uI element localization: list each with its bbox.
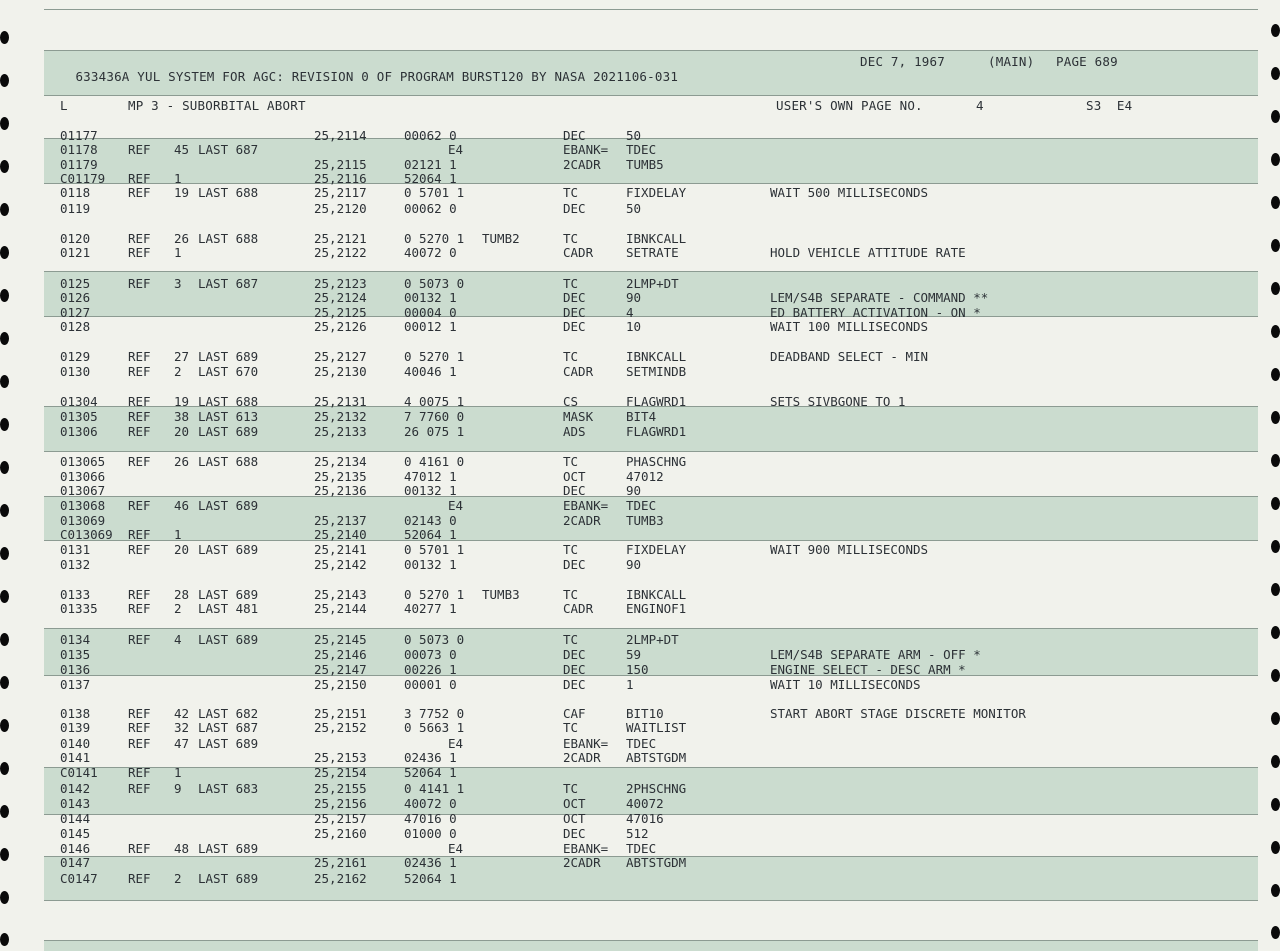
cell-loc: 01178 bbox=[60, 142, 98, 157]
cell-num: 4 bbox=[174, 632, 182, 647]
cell-ref: REF bbox=[128, 765, 151, 780]
cell-op: DEC bbox=[563, 662, 586, 677]
cell-loc: 0118 bbox=[60, 185, 91, 200]
cell-arg: 4 bbox=[626, 305, 634, 320]
cell-num: 2 bbox=[174, 601, 182, 616]
cell-last: LAST 687 bbox=[198, 142, 259, 157]
cell-addr: 25,2120 bbox=[314, 201, 367, 216]
header-page-number: PAGE 689 bbox=[1056, 54, 1118, 69]
cell-arg: 90 bbox=[626, 290, 642, 305]
cell-code: 0 5270 1 bbox=[404, 349, 465, 364]
cell-addr: 25,2157 bbox=[314, 811, 367, 826]
cell-arg: FIXDELAY bbox=[626, 542, 687, 557]
cell-arg: 512 bbox=[626, 826, 649, 841]
cell-op: CADR bbox=[563, 601, 594, 616]
cell-code: 02143 0 bbox=[404, 513, 457, 528]
cell-ref: REF bbox=[128, 276, 151, 291]
cell-cmt: ED BATTERY ACTIVATION - ON * bbox=[770, 305, 981, 320]
cell-lbl: TUMB3 bbox=[482, 587, 520, 602]
cell-op: DEC bbox=[563, 128, 586, 143]
cell-arg: 59 bbox=[626, 647, 642, 662]
cell-arg: 50 bbox=[626, 201, 642, 216]
cell-arg: 2LMP+DT bbox=[626, 276, 679, 291]
cell-ref: REF bbox=[128, 424, 151, 439]
cell-num: 19 bbox=[174, 394, 190, 409]
cell-loc: C0147 bbox=[60, 871, 98, 886]
cell-op: DEC bbox=[563, 647, 586, 662]
cell-code: 52064 1 bbox=[404, 171, 457, 186]
cell-num: 19 bbox=[174, 185, 190, 200]
cell-addr: 25,2144 bbox=[314, 601, 367, 616]
cell-num: 27 bbox=[174, 349, 190, 364]
cell-loc: 01335 bbox=[60, 601, 98, 616]
cell-arg: 2LMP+DT bbox=[626, 632, 679, 647]
cell-addr: 25,2125 bbox=[314, 305, 367, 320]
cell-addr: 25,2116 bbox=[314, 171, 367, 186]
cell-code: 00132 1 bbox=[404, 290, 457, 305]
cell-loc: 013065 bbox=[60, 454, 106, 469]
cell-code: 40072 0 bbox=[404, 245, 457, 260]
cell-op: CS bbox=[563, 394, 579, 409]
cell-code: E4 bbox=[448, 736, 464, 751]
cell-addr: 25,2161 bbox=[314, 855, 367, 870]
cell-op: DEC bbox=[563, 557, 586, 572]
cell-arg: 2PHSCHNG bbox=[626, 781, 687, 796]
cell-loc: 0121 bbox=[60, 245, 91, 260]
cell-loc: 013068 bbox=[60, 498, 106, 513]
cell-addr: 25,2121 bbox=[314, 231, 367, 246]
cell-ref: REF bbox=[128, 781, 151, 796]
cell-num: 28 bbox=[174, 587, 190, 602]
cell-code: 0 4161 0 bbox=[404, 454, 465, 469]
cell-addr: 25,2146 bbox=[314, 647, 367, 662]
cell-addr: 25,2155 bbox=[314, 781, 367, 796]
cell-loc: 0137 bbox=[60, 677, 91, 692]
cell-code: 00226 1 bbox=[404, 662, 457, 677]
cell-ref: REF bbox=[128, 364, 151, 379]
cell-last: LAST 613 bbox=[198, 409, 259, 424]
cell-code: 0 5701 1 bbox=[404, 185, 465, 200]
cell-cmt: LEM/S4B SEPARATE ARM - OFF * bbox=[770, 647, 981, 662]
cell-code: 0 4141 1 bbox=[404, 781, 465, 796]
cell-arg: 47012 bbox=[626, 469, 664, 484]
users-page-label: USER'S OWN PAGE NO. bbox=[776, 98, 923, 113]
cell-num: 3 bbox=[174, 276, 182, 291]
users-page-number: 4 bbox=[976, 98, 984, 113]
cell-op: DEC bbox=[563, 483, 586, 498]
cell-code: 0 5663 1 bbox=[404, 720, 465, 735]
cell-code: 02436 1 bbox=[404, 855, 457, 870]
cell-addr: 25,2123 bbox=[314, 276, 367, 291]
cell-last: LAST 688 bbox=[198, 185, 259, 200]
cell-op: CADR bbox=[563, 245, 594, 260]
cell-op: 2CADR bbox=[563, 157, 601, 172]
cell-op: TC bbox=[563, 231, 579, 246]
cell-code: 01000 0 bbox=[404, 826, 457, 841]
cell-last: LAST 689 bbox=[198, 871, 259, 886]
cell-num: 9 bbox=[174, 781, 182, 796]
cell-code: 00001 0 bbox=[404, 677, 457, 692]
cell-op: TC bbox=[563, 781, 579, 796]
cell-addr: 25,2162 bbox=[314, 871, 367, 886]
cell-addr: 25,2153 bbox=[314, 750, 367, 765]
cell-code: 0 5270 1 bbox=[404, 231, 465, 246]
cell-arg: SETMINDB bbox=[626, 364, 687, 379]
cell-num: 42 bbox=[174, 706, 190, 721]
cell-op: TC bbox=[563, 632, 579, 647]
cell-loc: 0147 bbox=[60, 855, 91, 870]
cell-arg: IBNKCALL bbox=[626, 349, 687, 364]
cell-last: LAST 670 bbox=[198, 364, 259, 379]
cell-code: 02436 1 bbox=[404, 750, 457, 765]
cell-loc: C0141 bbox=[60, 765, 98, 780]
cell-op: 2CADR bbox=[563, 855, 601, 870]
cell-code: 4 0075 1 bbox=[404, 394, 465, 409]
cell-code: 3 7752 0 bbox=[404, 706, 465, 721]
cell-last: LAST 689 bbox=[198, 542, 259, 557]
cell-arg: TDEC bbox=[626, 736, 657, 751]
cell-last: LAST 689 bbox=[198, 632, 259, 647]
cell-arg: IBNKCALL bbox=[626, 231, 687, 246]
cell-ref: REF bbox=[128, 601, 151, 616]
cell-arg: TDEC bbox=[626, 142, 657, 157]
cell-loc: 01305 bbox=[60, 409, 98, 424]
cell-code: 7 7760 0 bbox=[404, 409, 465, 424]
cell-num: 38 bbox=[174, 409, 190, 424]
cell-addr: 25,2156 bbox=[314, 796, 367, 811]
cell-op: TC bbox=[563, 542, 579, 557]
cell-cmt: START ABORT STAGE DISCRETE MONITOR bbox=[770, 706, 1026, 721]
cell-arg: 50 bbox=[626, 128, 642, 143]
cell-num: 32 bbox=[174, 720, 190, 735]
cell-ref: REF bbox=[128, 498, 151, 513]
cell-loc: 0140 bbox=[60, 736, 91, 751]
cell-ref: REF bbox=[128, 841, 151, 856]
cell-loc: 0128 bbox=[60, 319, 91, 334]
cell-loc: 0120 bbox=[60, 231, 91, 246]
cell-code: 52064 1 bbox=[404, 527, 457, 542]
cell-arg: SETRATE bbox=[626, 245, 679, 260]
cell-arg: ABTSTGDM bbox=[626, 750, 687, 765]
cell-addr: 25,2154 bbox=[314, 765, 367, 780]
cell-cmt: WAIT 10 MILLISECONDS bbox=[770, 677, 921, 692]
cell-last: LAST 689 bbox=[198, 841, 259, 856]
cell-op: TC bbox=[563, 720, 579, 735]
cell-num: 46 bbox=[174, 498, 190, 513]
cell-addr: 25,2115 bbox=[314, 157, 367, 172]
cell-arg: ENGINOF1 bbox=[626, 601, 687, 616]
cell-op: DEC bbox=[563, 677, 586, 692]
cell-loc: 01177 bbox=[60, 128, 98, 143]
cell-code: 0 5701 1 bbox=[404, 542, 465, 557]
cell-arg: PHASCHNG bbox=[626, 454, 687, 469]
cell-num: 45 bbox=[174, 142, 190, 157]
cell-op: ADS bbox=[563, 424, 586, 439]
cell-code: 47012 1 bbox=[404, 469, 457, 484]
cell-addr: 25,2152 bbox=[314, 720, 367, 735]
cell-loc: 0146 bbox=[60, 841, 91, 856]
cell-loc: 0133 bbox=[60, 587, 91, 602]
cell-addr: 25,2135 bbox=[314, 469, 367, 484]
cell-num: 1 bbox=[174, 765, 182, 780]
cell-last: LAST 688 bbox=[198, 454, 259, 469]
cell-ref: REF bbox=[128, 409, 151, 424]
cell-arg: BIT4 bbox=[626, 409, 657, 424]
cell-ref: REF bbox=[128, 871, 151, 886]
cell-code: 52064 1 bbox=[404, 765, 457, 780]
cell-num: 2 bbox=[174, 871, 182, 886]
cell-ref: REF bbox=[128, 171, 151, 186]
cell-op: MASK bbox=[563, 409, 594, 424]
cell-loc: 0134 bbox=[60, 632, 91, 647]
sheet-corner-code: S3 E4 bbox=[1086, 98, 1133, 113]
cell-addr: 25,2114 bbox=[314, 128, 367, 143]
cell-ref: REF bbox=[128, 245, 151, 260]
cell-arg: FIXDELAY bbox=[626, 185, 687, 200]
cell-ref: REF bbox=[128, 394, 151, 409]
cell-loc: C013069 bbox=[60, 527, 113, 542]
cell-last: LAST 689 bbox=[198, 498, 259, 513]
cell-code: 00062 0 bbox=[404, 201, 457, 216]
cell-cmt: SETS SIVBGONE TO 1 bbox=[770, 394, 906, 409]
cell-last: LAST 682 bbox=[198, 706, 259, 721]
cell-ref: REF bbox=[128, 142, 151, 157]
cell-addr: 25,2142 bbox=[314, 557, 367, 572]
cell-lbl: TUMB2 bbox=[482, 231, 520, 246]
cell-addr: 25,2117 bbox=[314, 185, 367, 200]
cell-loc: 0126 bbox=[60, 290, 91, 305]
cell-num: 2 bbox=[174, 364, 182, 379]
cell-addr: 25,2145 bbox=[314, 632, 367, 647]
cell-code: E4 bbox=[448, 498, 464, 513]
cell-loc: 0132 bbox=[60, 557, 91, 572]
cell-loc: 0131 bbox=[60, 542, 91, 557]
cell-ref: REF bbox=[128, 454, 151, 469]
cell-cmt: ENGINE SELECT - DESC ARM * bbox=[770, 662, 966, 677]
cell-num: 48 bbox=[174, 841, 190, 856]
cell-op: TC bbox=[563, 349, 579, 364]
cell-op: EBANK= bbox=[563, 736, 609, 751]
cell-addr: 25,2132 bbox=[314, 409, 367, 424]
cell-arg: 90 bbox=[626, 557, 642, 572]
cell-op: DEC bbox=[563, 290, 586, 305]
cell-code: E4 bbox=[448, 142, 464, 157]
cell-op: CADR bbox=[563, 364, 594, 379]
cell-code: 0 5073 0 bbox=[404, 632, 465, 647]
cell-op: 2CADR bbox=[563, 750, 601, 765]
cell-last: LAST 687 bbox=[198, 276, 259, 291]
cell-arg: IBNKCALL bbox=[626, 587, 687, 602]
cell-op: DEC bbox=[563, 826, 586, 841]
cell-op: OCT bbox=[563, 796, 586, 811]
cell-last: LAST 689 bbox=[198, 587, 259, 602]
cell-arg: 47016 bbox=[626, 811, 664, 826]
cell-loc: 01179 bbox=[60, 157, 98, 172]
cell-last: LAST 683 bbox=[198, 781, 259, 796]
cell-code: 47016 0 bbox=[404, 811, 457, 826]
cell-op: EBANK= bbox=[563, 841, 609, 856]
cell-loc: 0143 bbox=[60, 796, 91, 811]
cell-addr: 25,2137 bbox=[314, 513, 367, 528]
cell-last: LAST 689 bbox=[198, 736, 259, 751]
cell-op: TC bbox=[563, 587, 579, 602]
cell-arg: 150 bbox=[626, 662, 649, 677]
cell-ref: REF bbox=[128, 632, 151, 647]
cell-last: LAST 688 bbox=[198, 394, 259, 409]
cell-loc: 0142 bbox=[60, 781, 91, 796]
cell-code: 26 075 1 bbox=[404, 424, 465, 439]
cell-addr: 25,2136 bbox=[314, 483, 367, 498]
cell-addr: 25,2133 bbox=[314, 424, 367, 439]
cell-arg: WAITLIST bbox=[626, 720, 687, 735]
cell-ref: REF bbox=[128, 542, 151, 557]
cell-loc: 0129 bbox=[60, 349, 91, 364]
cell-addr: 25,2150 bbox=[314, 677, 367, 692]
cell-cmt: LEM/S4B SEPARATE - COMMAND ** bbox=[770, 290, 989, 305]
cell-loc: 0127 bbox=[60, 305, 91, 320]
cell-code: 40046 1 bbox=[404, 364, 457, 379]
cell-num: 26 bbox=[174, 454, 190, 469]
cell-arg: 90 bbox=[626, 483, 642, 498]
cell-loc: 0144 bbox=[60, 811, 91, 826]
cell-addr: 25,2143 bbox=[314, 587, 367, 602]
cell-addr: 25,2147 bbox=[314, 662, 367, 677]
cell-num: 20 bbox=[174, 542, 190, 557]
cell-addr: 25,2151 bbox=[314, 706, 367, 721]
cell-op: EBANK= bbox=[563, 498, 609, 513]
cell-cmt: WAIT 500 MILLISECONDS bbox=[770, 185, 929, 200]
cell-op: DEC bbox=[563, 305, 586, 320]
cell-loc: 01304 bbox=[60, 394, 98, 409]
cell-code: 00132 1 bbox=[404, 483, 457, 498]
cell-last: LAST 689 bbox=[198, 424, 259, 439]
cell-addr: 25,2126 bbox=[314, 319, 367, 334]
cell-arg: TDEC bbox=[626, 498, 657, 513]
cell-op: TC bbox=[563, 276, 579, 291]
cell-op: EBANK= bbox=[563, 142, 609, 157]
cell-op: 2CADR bbox=[563, 513, 601, 528]
cell-num: 1 bbox=[174, 527, 182, 542]
cell-addr: 25,2127 bbox=[314, 349, 367, 364]
cell-arg: 40072 bbox=[626, 796, 664, 811]
cell-cmt: WAIT 100 MILLISECONDS bbox=[770, 319, 929, 334]
header-section: (MAIN) bbox=[988, 54, 1035, 69]
cell-code: 00012 1 bbox=[404, 319, 457, 334]
cell-cmt: WAIT 900 MILLISECONDS bbox=[770, 542, 929, 557]
cell-code: 00073 0 bbox=[404, 647, 457, 662]
cell-op: DEC bbox=[563, 201, 586, 216]
cell-last: LAST 689 bbox=[198, 349, 259, 364]
cell-ref: REF bbox=[128, 720, 151, 735]
cell-num: 20 bbox=[174, 424, 190, 439]
cell-loc: 0145 bbox=[60, 826, 91, 841]
cell-addr: 25,2160 bbox=[314, 826, 367, 841]
cell-code: 40072 0 bbox=[404, 796, 457, 811]
cell-op: CAF bbox=[563, 706, 586, 721]
cell-code: 0 5073 0 bbox=[404, 276, 465, 291]
cell-loc: 01306 bbox=[60, 424, 98, 439]
cell-op: TC bbox=[563, 185, 579, 200]
cell-code: E4 bbox=[448, 841, 464, 856]
cell-arg: TUMB3 bbox=[626, 513, 664, 528]
cell-loc: 0119 bbox=[60, 201, 91, 216]
cell-addr: 25,2134 bbox=[314, 454, 367, 469]
cell-arg: FLAGWRD1 bbox=[626, 394, 687, 409]
cell-code: 00004 0 bbox=[404, 305, 457, 320]
cell-arg: ABTSTGDM bbox=[626, 855, 687, 870]
cell-op: OCT bbox=[563, 469, 586, 484]
listing-flag: L bbox=[60, 98, 68, 113]
listing-header bbox=[60, 54, 678, 84]
cell-loc: C01179 bbox=[60, 171, 106, 186]
cell-loc: 013069 bbox=[60, 513, 106, 528]
cell-ref: REF bbox=[128, 185, 151, 200]
cell-code: 00062 0 bbox=[404, 128, 457, 143]
cell-op: OCT bbox=[563, 811, 586, 826]
cell-loc: 013067 bbox=[60, 483, 106, 498]
cell-ref: REF bbox=[128, 587, 151, 602]
cell-addr: 25,2124 bbox=[314, 290, 367, 305]
cell-code: 40277 1 bbox=[404, 601, 457, 616]
cell-loc: 0141 bbox=[60, 750, 91, 765]
cell-loc: 0138 bbox=[60, 706, 91, 721]
cell-arg: 1 bbox=[626, 677, 634, 692]
cell-loc: 0136 bbox=[60, 662, 91, 677]
cell-ref: REF bbox=[128, 349, 151, 364]
cell-ref: REF bbox=[128, 231, 151, 246]
cell-arg: BIT10 bbox=[626, 706, 664, 721]
cell-ref: REF bbox=[128, 706, 151, 721]
cell-loc: 0130 bbox=[60, 364, 91, 379]
cell-code: 02121 1 bbox=[404, 157, 457, 172]
cell-last: LAST 481 bbox=[198, 601, 259, 616]
cell-ref: REF bbox=[128, 736, 151, 751]
cell-arg: FLAGWRD1 bbox=[626, 424, 687, 439]
cell-ref: REF bbox=[128, 527, 151, 542]
cell-loc: 0125 bbox=[60, 276, 91, 291]
cell-arg: TUMB5 bbox=[626, 157, 664, 172]
cell-addr: 25,2141 bbox=[314, 542, 367, 557]
cell-loc: 0135 bbox=[60, 647, 91, 662]
cell-code: 00132 1 bbox=[404, 557, 457, 572]
cell-addr: 25,2140 bbox=[314, 527, 367, 542]
cell-last: LAST 688 bbox=[198, 231, 259, 246]
header-title: 633436A YUL SYSTEM FOR AGC: REVISION 0 OF PROGRAM BURST120 BY NASA 2021106-031 bbox=[75, 69, 679, 84]
cell-loc: 013066 bbox=[60, 469, 106, 484]
cell-addr: 25,2122 bbox=[314, 245, 367, 260]
cell-loc: 0139 bbox=[60, 720, 91, 735]
cell-code: 52064 1 bbox=[404, 871, 457, 886]
cell-cmt: HOLD VEHICLE ATTITUDE RATE bbox=[770, 245, 966, 260]
cell-addr: 25,2131 bbox=[314, 394, 367, 409]
cell-num: 1 bbox=[174, 245, 182, 260]
cell-cmt: DEADBAND SELECT - MIN bbox=[770, 349, 929, 364]
cell-arg: 10 bbox=[626, 319, 642, 334]
cell-num: 47 bbox=[174, 736, 190, 751]
cell-op: TC bbox=[563, 454, 579, 469]
cell-num: 1 bbox=[174, 171, 182, 186]
cell-code: 0 5270 1 bbox=[404, 587, 465, 602]
cell-addr: 25,2130 bbox=[314, 364, 367, 379]
header-date: DEC 7, 1967 bbox=[860, 54, 945, 69]
cell-arg: TDEC bbox=[626, 841, 657, 856]
section-title: MP 3 - SUBORBITAL ABORT bbox=[128, 98, 306, 113]
cell-last: LAST 687 bbox=[198, 720, 259, 735]
cell-op: DEC bbox=[563, 319, 586, 334]
cell-num: 26 bbox=[174, 231, 190, 246]
